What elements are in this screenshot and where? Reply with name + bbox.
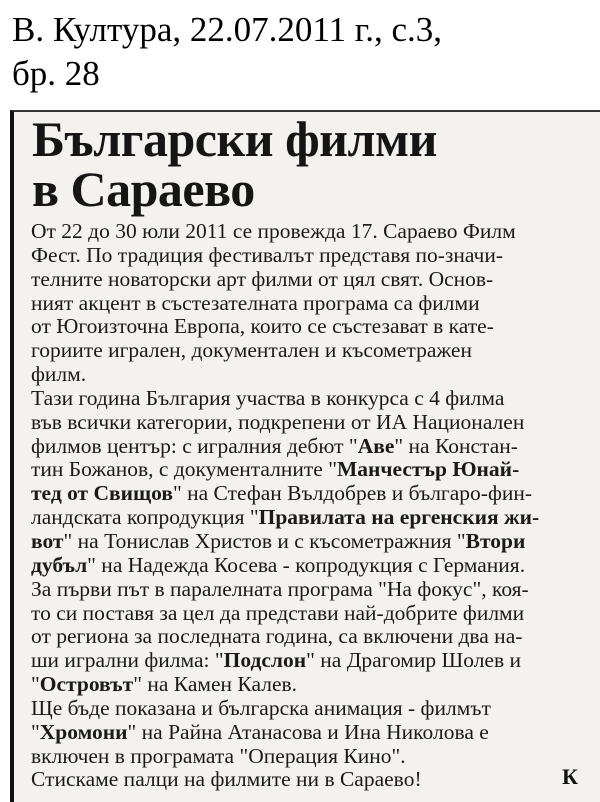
text-segment: телните новаторски арт филми от цял свят. Основ- [31, 266, 494, 291]
text-segment: ши игрални филма: " [31, 648, 224, 673]
article-line [31, 768, 600, 792]
film-title: Манчестър Юнай- [337, 457, 520, 482]
text-segment: ният акцент в състезателната програма са филми [31, 290, 480, 315]
film-title: Правилата на ергенския жи- [258, 505, 540, 530]
film-title: Втори [465, 528, 526, 553]
article-headline [32, 111, 437, 217]
source-citation: В. Култура, 22.07.2011 г., с.3, [12, 10, 442, 49]
article-line [31, 554, 600, 578]
article-line [31, 649, 600, 673]
film-title: дубъл [31, 552, 88, 577]
article-body [31, 220, 600, 792]
headline-line: Български филми [32, 111, 437, 167]
text-segment: " на Драгомир Шолев и [306, 648, 521, 673]
text-segment: " на Констан- [394, 433, 518, 458]
article-line [31, 697, 600, 721]
text-segment: Стискаме палци на филмите ни в Сараево! [31, 767, 422, 792]
text-segment: от региона за последната година, са включени два на- [31, 624, 523, 649]
article-line [31, 673, 600, 697]
text-segment: От 22 до 30 юли 2011 се провежда 17. Сараево Филм [31, 219, 516, 243]
article-line [31, 387, 600, 411]
text-segment: филмов център: с игралния дебют " [31, 433, 358, 458]
article-line [31, 530, 600, 554]
source-issue: бр. 28 [12, 54, 100, 93]
text-segment: гориите игрален, документален и късометражен [31, 338, 472, 363]
article-line [31, 220, 600, 244]
text-segment: " [31, 672, 40, 697]
text-segment: филм. [31, 362, 87, 387]
text-segment: включен в програмата "Операция Кино". [31, 743, 406, 768]
text-segment: " на Тонислав Христов и с късометражния " [63, 528, 466, 553]
article-line [31, 363, 600, 387]
text-segment: ландската копродукция " [31, 505, 259, 530]
text-segment: от Югоизточна Европа, които се състезават в кате- [31, 314, 494, 339]
film-title: Островът [39, 672, 134, 697]
text-segment: тин Божанов, с документалните " [31, 457, 337, 482]
text-segment: " на Камен Калев. [133, 672, 298, 697]
article-line [31, 482, 600, 506]
article-line [31, 578, 600, 602]
film-title: Аве [357, 433, 395, 458]
text-segment: " на Стефан Вълдобрев и българо-фин- [172, 481, 533, 506]
text-segment: то си поставя за цел да представи най-добрите филми [31, 600, 525, 625]
article-line [31, 506, 600, 530]
newspaper-clipping [10, 110, 600, 802]
text-segment: Ще бъде показана и българска анимация - филмът [31, 695, 491, 720]
text-segment: " на Надежда Косева - копродукция с Германия. [87, 552, 526, 577]
article-line [31, 244, 600, 268]
article-line [31, 745, 600, 769]
text-segment: Фест. По традиция фестивалът представя по-значи- [31, 242, 504, 267]
text-segment: " [31, 719, 40, 744]
article-line [31, 458, 600, 482]
film-title: Подслон [223, 648, 307, 673]
headline-line: в Сараево [32, 161, 255, 217]
article-line [31, 435, 600, 459]
article-line [31, 625, 600, 649]
author-signature: К [562, 764, 578, 789]
text-segment: във всички категории, подкрепени от ИА Национален [31, 409, 525, 434]
article-line [31, 411, 600, 435]
article-line [31, 721, 600, 745]
film-title: тед от Свищов [31, 481, 173, 506]
text-segment: За първи път в паралелната програма "На фокус", коя- [31, 576, 529, 601]
article-line [31, 268, 600, 292]
text-segment: Тази година България участва в конкурса с 4 филма [31, 385, 505, 410]
article-line [31, 602, 600, 626]
film-title: Хромони [39, 719, 128, 744]
article-line [31, 292, 600, 316]
article-line [31, 339, 600, 363]
film-title: вот [31, 528, 64, 553]
text-segment: " на Райна Атанасова и Ина Николова е [127, 719, 489, 744]
article-line [31, 315, 600, 339]
